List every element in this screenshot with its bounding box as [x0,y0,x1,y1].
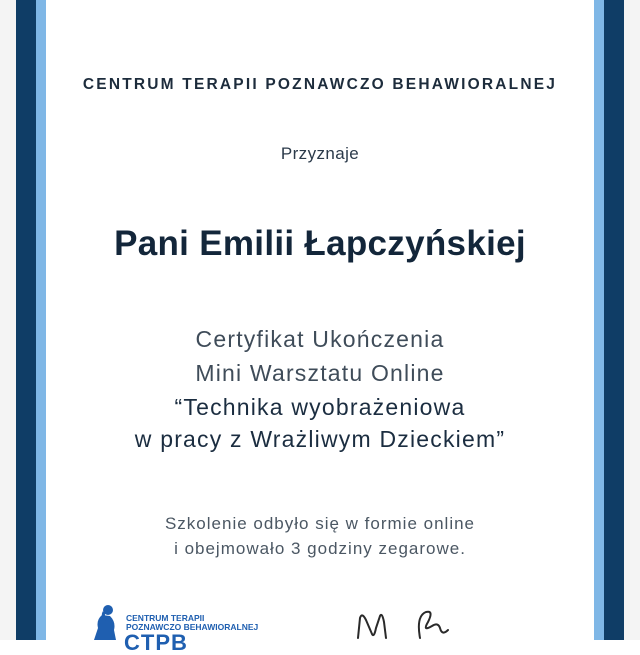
thinker-figure-icon [84,598,124,640]
recipient-name: Pani Emilii Łapczyńskiej [114,224,526,263]
training-note-line-1: Szkolenie odbyło się w formie online [164,514,476,533]
ctpb-logo [84,598,259,655]
left-border [0,0,46,640]
signature-image [300,598,450,640]
logo-text-line-1: CENTRUM TERAPII [126,613,205,623]
logo-abbreviation: CTPB [124,630,188,655]
training-note-line-2: i obejmowało 3 godziny zegarowe. [174,539,466,558]
organization-name: CENTRUM TERAPII POZNAWCZO BEHAWIORALNEJ [82,76,558,93]
left-border-dark-stripe [16,0,36,640]
right-border-dark-stripe [604,0,624,640]
logo-text-line-2: POZNAWCZO BEHAWIORALNEJ [126,622,259,632]
workshop-title-line-1: “Technika wyobrażeniowa [174,394,466,420]
certificate-title-line-1: Certyfikat Ukończenia [195,326,445,352]
right-border [594,0,640,640]
awards-label: Przyznaje [280,144,360,163]
left-border-outer [0,0,16,640]
right-border-light-stripe [594,0,604,640]
right-border-outer [624,0,640,640]
left-border-light-stripe [36,0,46,640]
workshop-title-line-2: w pracy z Wrażliwym Dzieckiem” [134,426,506,452]
certificate-title-line-2: Mini Warsztatu Online [195,360,445,386]
certificate-body [46,0,594,640]
